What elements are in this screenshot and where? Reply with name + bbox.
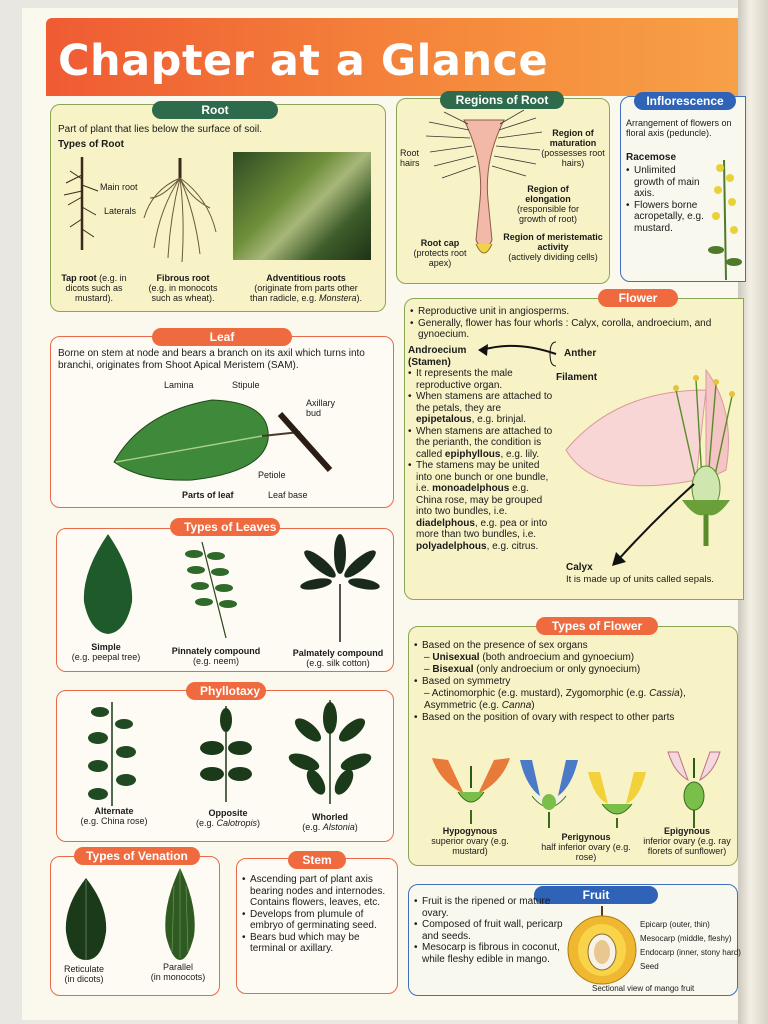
mango-section-illustration — [566, 904, 640, 986]
page-title: Chapter at a Glance — [58, 36, 549, 86]
types-flower-tag: Types of Flower — [536, 617, 658, 635]
inflorescence-intro: Arrangement of flowers on floral axis (peduncle). — [626, 118, 732, 138]
whorled-phyllotaxy-illustration — [282, 700, 378, 804]
adventitious-root-label: Adventitious roots (originate from parts other than radicle, e.g. Monstera). — [249, 273, 363, 303]
epicarp-label: Epicarp (outer, thin) — [640, 920, 710, 929]
adventitious-roots-photo — [233, 152, 371, 260]
flower-point-2: • Generally, flower has four whorls : Calyx, corolla, androecium, and gynoecium. — [410, 318, 732, 341]
mesocarp-label: Mesocarp (middle, fleshy) — [640, 934, 732, 943]
fruit-points — [414, 896, 564, 965]
root-intro: Part of plant that lies below the surface of soil. — [58, 124, 262, 135]
flower-tag: Flower — [598, 289, 678, 307]
root-cap-label: Root cap (protects root apex) — [413, 238, 467, 268]
racemose-point-2: • Flowers borne acropetally, e.g. mustard. — [626, 200, 708, 235]
fruit-point-3: • Mesocarp is fibrous in coconut, while fleshy edible in mango. — [414, 942, 564, 965]
androecium-point-1: • It represents the male reproductive organ. — [408, 368, 556, 391]
symmetry-point-list — [414, 676, 732, 688]
reticulate-label: Reticulate (in dicots) — [63, 964, 105, 984]
fruit-point-1: • Fruit is the ripened or mature ovary. — [414, 896, 564, 919]
regions-tag: Regions of Root — [440, 91, 564, 109]
palmate-leaf-illustration — [302, 534, 378, 644]
root-hairs-label: Root hairs — [400, 148, 420, 168]
petiole-label: Petiole — [258, 470, 286, 480]
parallel-leaf-illustration — [160, 866, 200, 962]
ovary-position-point: • Based on the position of ovary with respect to other parts — [414, 712, 732, 724]
racemose-points — [626, 165, 708, 234]
fibrous-root-label: Fibrous root (e.g. in monocots such as wheat). — [148, 273, 218, 303]
venation-tag: Types of Venation — [74, 847, 200, 865]
simple-leaf-label: Simple (e.g. peepal tree) — [71, 642, 141, 662]
androecium-points — [408, 368, 556, 552]
endocarp-label: Endocarp (inner, stony hard) — [640, 948, 741, 957]
symmetry-line-1: – Actinomorphic (e.g. mustard), Zygomorphic (e.g. Cassia), — [424, 688, 686, 699]
androecium-point-2: • When stamens are attached to the petals, they are epipetalous, e.g. brinjal. — [408, 391, 556, 426]
root-tag: Root — [152, 101, 278, 119]
opposite-label: Opposite (e.g. Calotropis) — [195, 808, 261, 828]
calyx-label: Calyx — [566, 562, 593, 573]
ovary-point-list — [414, 712, 732, 724]
racemose-point-1: • Unlimited growth of main axis. — [626, 165, 708, 200]
androecium-label: Androecium (Stamen) — [408, 345, 467, 368]
mustard-inflorescence-illustration — [706, 150, 742, 280]
fruit-point-2: • Composed of fruit wall, pericarp and seeds. — [414, 919, 564, 942]
simple-leaf-illustration — [80, 532, 136, 636]
lamina-label: Lamina — [164, 380, 194, 390]
calyx-arrow — [604, 480, 704, 570]
stem-point-2: • Develops from plumule of embryo of germinating seed. — [242, 909, 392, 932]
hypogynous-label: Hypogynous superior ovary (e.g. mustard) — [431, 826, 509, 856]
stem-point-1: • Ascending part of plant axis bearing nodes and internodes. Contains flowers, leaves, etc. — [242, 874, 392, 909]
tap-root-label: Tap root (e.g. in dicots such as mustard). — [61, 273, 127, 303]
meristem-label: Region of meristematic activity (actively dividing cells) — [503, 232, 603, 262]
stipule-label: Stipule — [232, 380, 260, 390]
bisexual-line: – Bisexual (only androecium or only gynoecium) — [424, 664, 641, 675]
axillary-bud-label: Axillary bud — [306, 398, 336, 418]
fruit-tag: Fruit — [534, 886, 658, 904]
seed-label: Seed — [640, 962, 659, 971]
hypogynous-flower-illustration — [428, 752, 514, 824]
alternate-phyllotaxy-illustration — [84, 702, 140, 806]
anther-label: Anther — [564, 348, 597, 359]
epigynous-flower-illustration — [664, 748, 724, 828]
inflorescence-tag: Inflorescence — [634, 92, 736, 110]
tap-root-illustration — [60, 155, 110, 265]
calyx-description: It is made up of units called sepals. — [566, 574, 714, 585]
epigynous-label: Epigynous inferior ovary (e.g. ray florets of sunflower) — [643, 826, 731, 856]
parallel-label: Parallel (in monocots) — [150, 962, 206, 982]
chapter-header — [46, 18, 738, 96]
stem-tag: Stem — [288, 851, 346, 869]
leaf-base-label: Leaf base — [268, 490, 308, 500]
unisexual-line: – Unisexual (both androecium and gynoecium) — [424, 652, 635, 663]
symmetry-point: • Based on symmetry — [414, 676, 732, 688]
pinnate-leaf-illustration — [182, 540, 246, 640]
fibrous-root-illustration — [140, 158, 220, 268]
alternate-label: Alternate (e.g. China rose) — [80, 806, 148, 826]
leaf-intro: Borne on stem at node and bears a branch on its axil which turns into branchi, originates from Shoot Apical Meristem (SAM). — [58, 348, 365, 371]
sex-organs-point: • Based on the presence of sex organs — [414, 640, 732, 652]
root-types-heading: Types of Root — [58, 139, 124, 150]
androecium-point-4: • The stamens may be united into one bunch or one bundle, i.e. monoadelphous e.g. China rose, may be grouped into two bundles, i.e. diadelphous, e.g. pea or into more than two bundles, i.e. polyadelphous, e.g. citrus. — [408, 460, 556, 552]
stem-points — [242, 874, 392, 955]
laterals-label: Laterals — [104, 206, 137, 216]
leaf-tag: Leaf — [152, 328, 292, 346]
androecium-point-3: • When stamens are attached to the perianth, the condition is called epiphyllous, e.g. lily. — [408, 426, 556, 461]
types-flower-points — [414, 640, 732, 652]
palmate-leaf-label: Palmately compound (e.g. silk cotton) — [292, 648, 384, 668]
flower-points — [410, 306, 732, 341]
mango-caption: Sectional view of mango fruit — [592, 984, 695, 993]
elongation-label: Region of elongation (responsible for growth of root) — [516, 184, 580, 224]
perigynous-label: Perigynous half inferior ovary (e.g. rose) — [541, 832, 631, 862]
opposite-phyllotaxy-illustration — [196, 706, 256, 802]
parts-of-leaf-label: Parts of leaf — [182, 490, 234, 500]
types-leaves-tag: Types of Leaves — [170, 518, 280, 536]
flower-point-1: • Reproductive unit in angiosperms. — [410, 306, 732, 318]
perigynous-flower-illustration — [518, 756, 580, 828]
racemose-label: Racemose — [626, 152, 677, 163]
pinnate-leaf-label: Pinnately compound (e.g. neem) — [171, 646, 261, 666]
whorled-label: Whorled (e.g. Alstonia) — [302, 812, 358, 832]
filament-label: Filament — [556, 372, 598, 383]
reticulate-leaf-illustration — [64, 876, 108, 962]
symmetry-line-2: Asymmetric (e.g. Canna) — [424, 700, 535, 711]
stem-point-3: • Bears bud which may be terminal or axillary. — [242, 932, 392, 955]
perigynous-flower-illustration-2 — [586, 768, 648, 828]
phyllotaxy-tag: Phyllotaxy — [186, 682, 266, 700]
maturation-label: Region of maturation (possesses root hairs) — [541, 128, 605, 168]
main-root-label: Main root — [100, 182, 138, 192]
